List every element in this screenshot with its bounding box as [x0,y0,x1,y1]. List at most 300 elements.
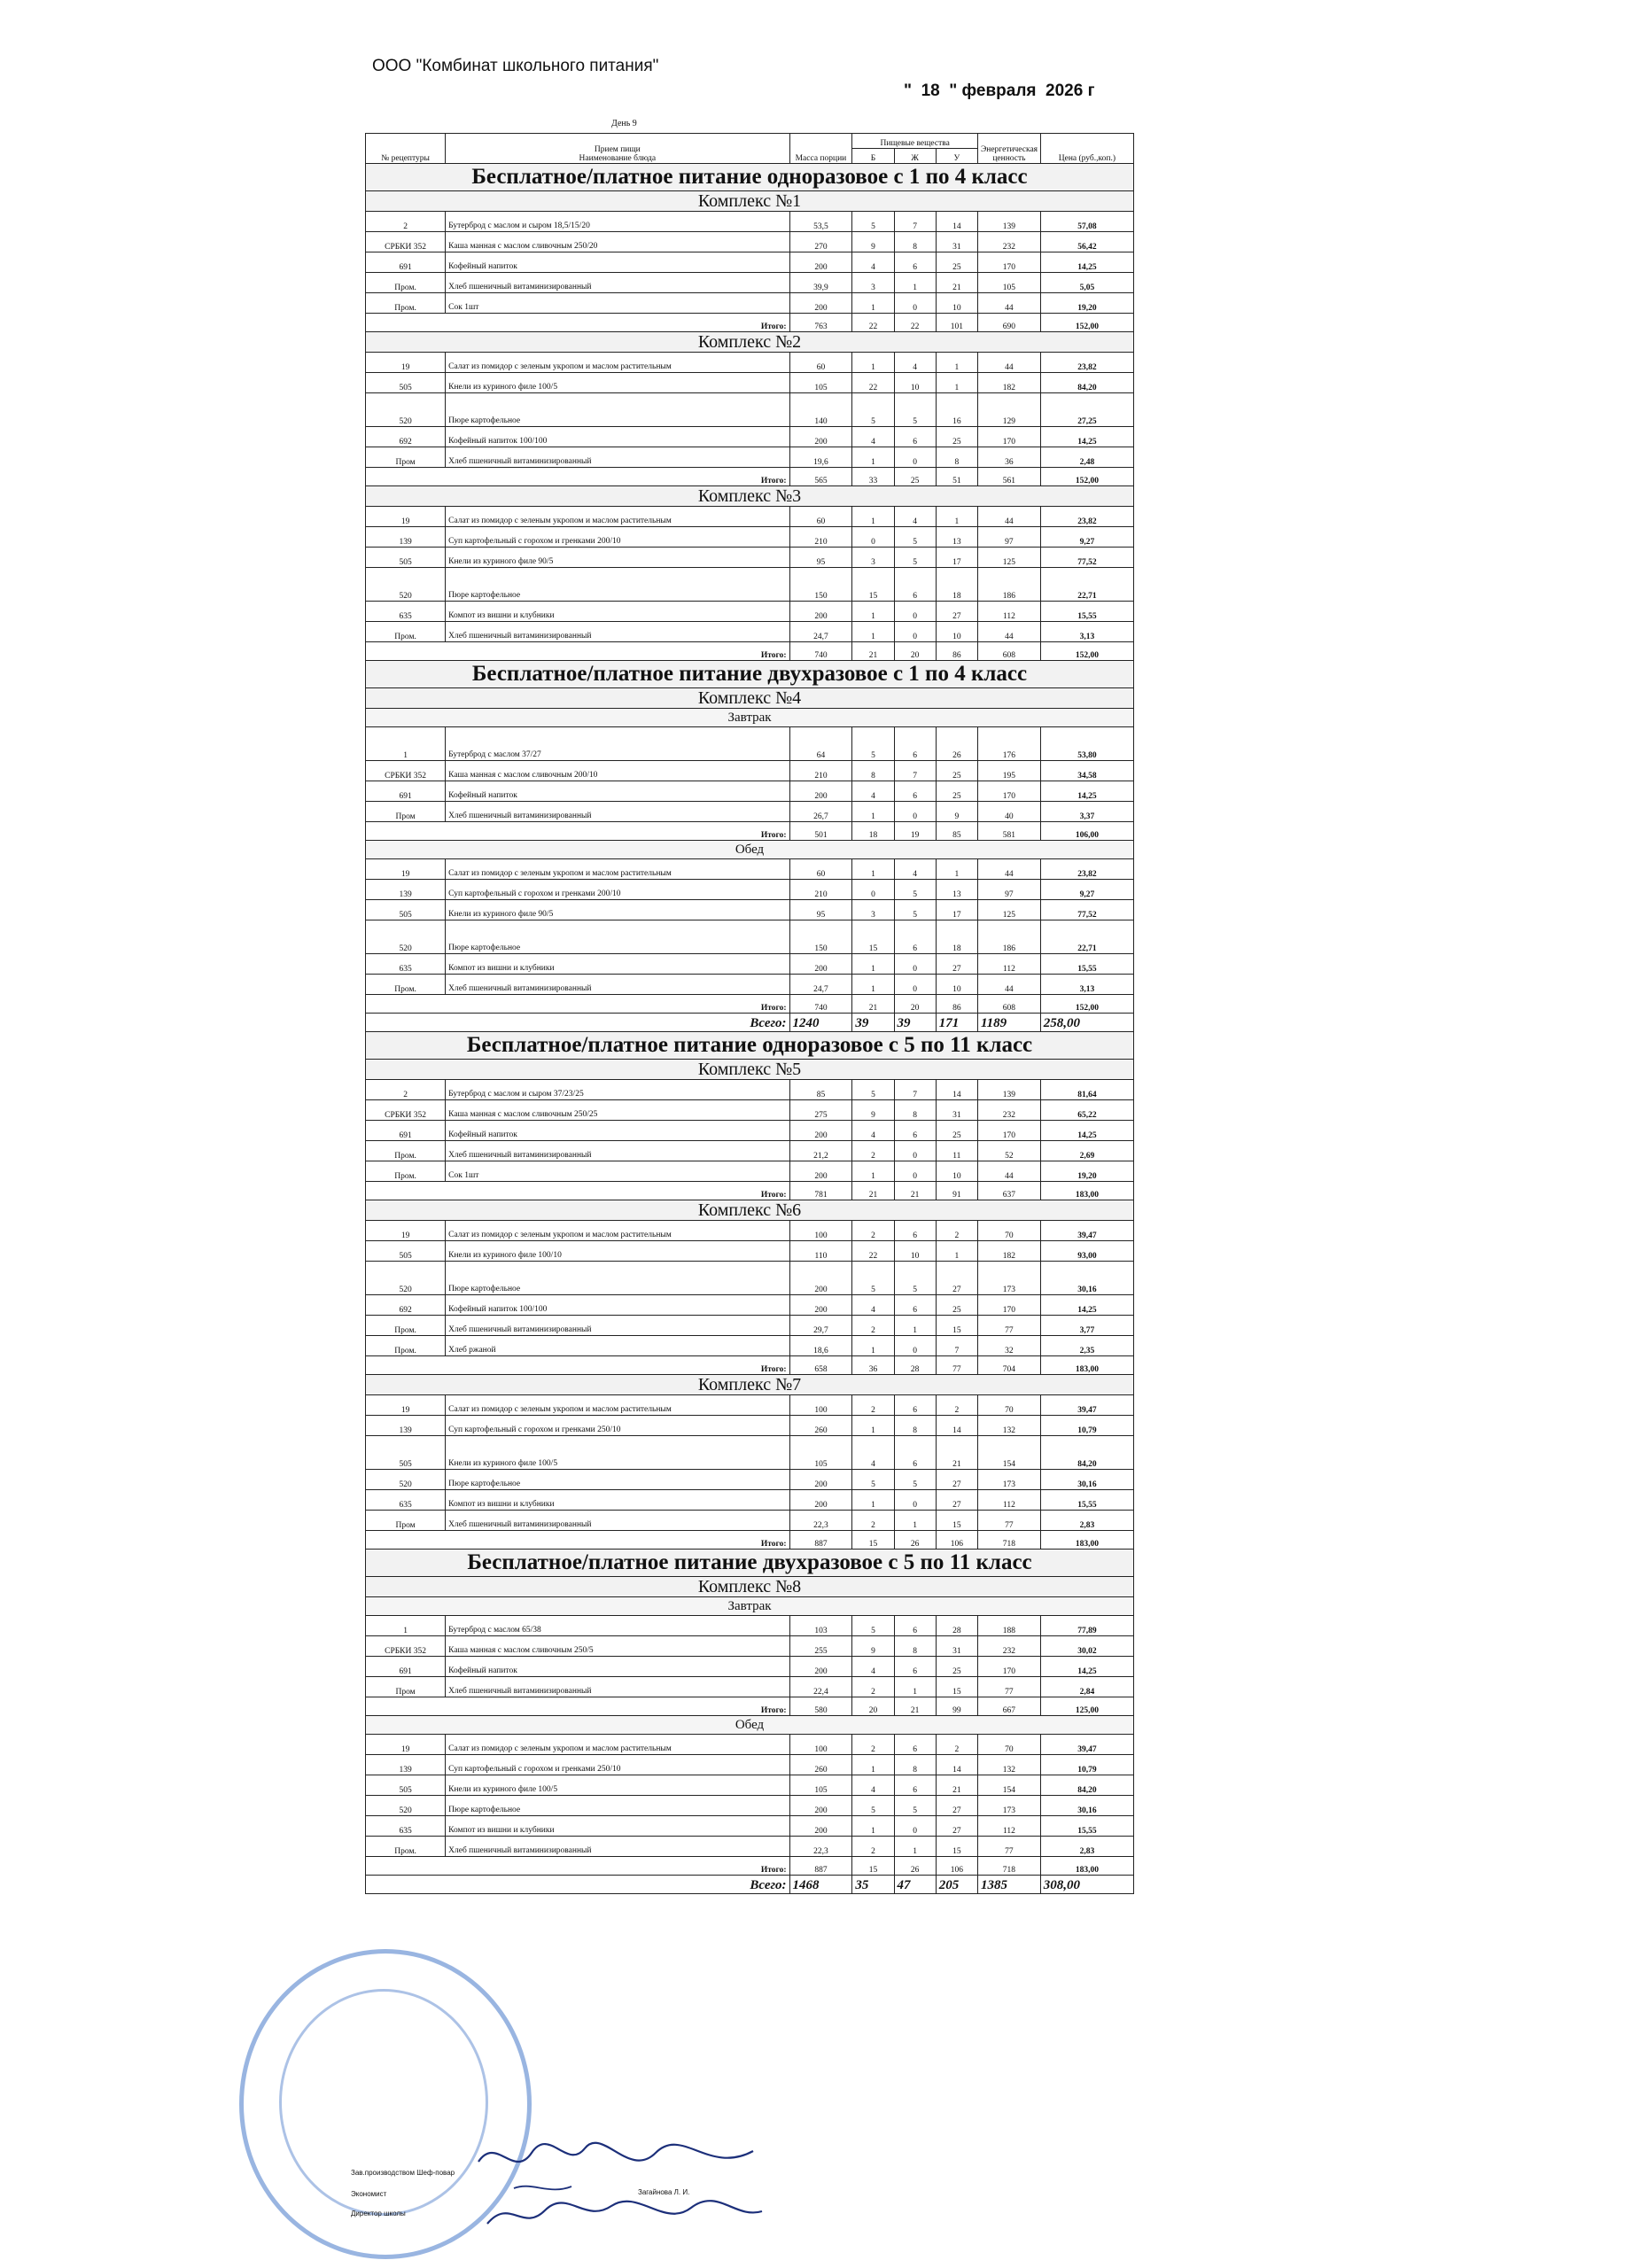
cell-protein: 1 [852,859,894,880]
total-mass: 781 [789,1182,852,1200]
table-row [366,859,1134,880]
cell-mass: 60 [789,507,852,527]
total-protein: 21 [852,995,894,1014]
cell-price: 77,52 [1040,548,1133,568]
cell-fat: 4 [894,353,936,373]
cell-carbs: 14 [936,1416,977,1436]
cell-protein: 1 [852,975,894,995]
cell-protein: 4 [852,1775,894,1796]
cell-mass: 200 [789,1470,852,1490]
cell-protein: 9 [852,1636,894,1657]
cell-energy: 70 [977,1735,1040,1755]
table-row [366,602,1134,622]
cell-price: 19,20 [1040,293,1133,314]
cell-price: 81,64 [1040,1080,1133,1100]
cell-energy: 40 [977,802,1040,822]
dish-name: Кофейный напиток 100/100 [446,427,789,447]
cell-fat: 6 [894,727,936,761]
recipe-code: Пром [366,1677,446,1697]
cell-carbs: 14 [936,212,977,232]
cell-mass: 105 [789,373,852,393]
cell-mass: 21,2 [789,1141,852,1161]
cell-carbs: 15 [936,1316,977,1336]
total-protein: 20 [852,1697,894,1716]
table-row [366,1837,1134,1857]
recipe-code: 635 [366,602,446,622]
dish-name: Компот из вишни и клубники [446,602,789,622]
recipe-code: Пром [366,1511,446,1531]
cell-fat: 6 [894,1735,936,1755]
cell-price: 77,89 [1040,1616,1133,1636]
recipe-code: 520 [366,393,446,427]
cell-carbs: 15 [936,1837,977,1857]
section-title [366,164,1134,191]
recipe-code: Пром. [366,1161,446,1182]
total-protein: 21 [852,1182,894,1200]
organization-name: ООО "Комбинат школьного питания" [372,57,659,75]
total-carbs: 77 [936,1356,977,1375]
section-title [366,1550,1134,1577]
cell-energy: 77 [977,1677,1040,1697]
cell-carbs: 1 [936,859,977,880]
cell-carbs: 14 [936,1080,977,1100]
cell-fat: 6 [894,252,936,273]
cell-price: 2,84 [1040,1677,1133,1697]
cell-mass: 85 [789,1080,852,1100]
cell-price: 2,48 [1040,447,1133,468]
total-label: Итого: [366,822,790,841]
complex-name: Комплекс №3 [366,486,1134,507]
cell-price: 19,20 [1040,1161,1133,1182]
handwritten-signatures [461,2126,797,2241]
cell-energy: 44 [977,975,1040,995]
grand-mass: 1468 [789,1876,852,1894]
dish-name: Кнели из куриного филе 100/5 [446,1775,789,1796]
table-row [366,1161,1134,1182]
recipe-code: 635 [366,1816,446,1837]
meal-label: Обед [366,841,1134,859]
dish-name: Бутерброд с маслом 37/27 [446,727,789,761]
table-row [366,1755,1134,1775]
table-row [366,900,1134,920]
cell-protein: 1 [852,1490,894,1511]
cell-price: 3,13 [1040,975,1133,995]
cell-mass: 53,5 [789,212,852,232]
total-fat: 28 [894,1356,936,1375]
cell-carbs: 10 [936,622,977,642]
cell-price: 30,02 [1040,1636,1133,1657]
cell-protein: 2 [852,1677,894,1697]
dish-name: Компот из вишни и клубники [446,1490,789,1511]
meal-label-row [366,709,1134,727]
cell-energy: 77 [977,1511,1040,1531]
total-energy: 704 [977,1356,1040,1375]
recipe-code: 635 [366,1490,446,1511]
cell-mass: 275 [789,1100,852,1121]
dish-name: Салат из помидор с зеленым укропом и маслом растительным [446,859,789,880]
total-energy: 561 [977,468,1040,486]
total-fat: 21 [894,1697,936,1716]
recipe-code: 19 [366,1735,446,1755]
cell-carbs: 31 [936,1636,977,1657]
table-row [366,920,1134,954]
header-row [366,134,1134,149]
complex-name: Комплекс №2 [366,332,1134,353]
cell-price: 15,55 [1040,602,1133,622]
total-energy: 581 [977,822,1040,841]
header-carbs: У [936,149,977,164]
cell-fat: 8 [894,1416,936,1436]
cell-price: 3,37 [1040,802,1133,822]
cell-energy: 170 [977,1295,1040,1316]
total-label: Итого: [366,1182,790,1200]
cell-mass: 22,3 [789,1511,852,1531]
cell-mass: 200 [789,1816,852,1837]
cell-mass: 200 [789,781,852,802]
cell-price: 2,83 [1040,1511,1133,1531]
cell-carbs: 21 [936,1775,977,1796]
cell-fat: 0 [894,293,936,314]
table-row [366,1796,1134,1816]
cell-protein: 4 [852,1295,894,1316]
cell-price: 65,22 [1040,1100,1133,1121]
total-row [366,468,1134,486]
signature-director: Директор школы [351,2210,406,2218]
total-label: Итого: [366,1531,790,1550]
cell-protein: 1 [852,802,894,822]
cell-energy: 105 [977,273,1040,293]
cell-fat: 6 [894,1221,936,1241]
recipe-code: 19 [366,353,446,373]
total-protein: 22 [852,314,894,332]
dish-name: Каша манная с маслом сливочным 250/25 [446,1100,789,1121]
cell-price: 84,20 [1040,1775,1133,1796]
table-row [366,1677,1134,1697]
recipe-code: 19 [366,859,446,880]
table-row [366,252,1134,273]
cell-price: 15,55 [1040,1816,1133,1837]
cell-carbs: 10 [936,293,977,314]
cell-energy: 154 [977,1436,1040,1470]
cell-carbs: 10 [936,975,977,995]
total-mass: 580 [789,1697,852,1716]
cell-mass: 39,9 [789,273,852,293]
table-row [366,1395,1134,1416]
total-price: 183,00 [1040,1857,1133,1876]
recipe-code: 2 [366,212,446,232]
cell-energy: 173 [977,1262,1040,1295]
cell-energy: 70 [977,1221,1040,1241]
total-price: 152,00 [1040,468,1133,486]
cell-energy: 176 [977,727,1040,761]
total-protein: 36 [852,1356,894,1375]
cell-fat: 7 [894,212,936,232]
cell-price: 30,16 [1040,1470,1133,1490]
dish-name: Пюре картофельное [446,393,789,427]
grand-energy: 1189 [977,1014,1040,1032]
cell-price: 14,25 [1040,252,1133,273]
cell-energy: 132 [977,1755,1040,1775]
recipe-code: Пром. [366,975,446,995]
header-nutrients: Пищевые вещества [852,134,978,149]
cell-fat: 5 [894,393,936,427]
menu-table-body [366,134,1134,1894]
dish-name: Сок 1шт [446,293,789,314]
cell-price: 22,71 [1040,920,1133,954]
total-fat: 25 [894,468,936,486]
dish-name: Пюре картофельное [446,920,789,954]
table-row [366,527,1134,548]
header-price: Цена (руб.,коп.) [1040,134,1133,164]
cell-mass: 103 [789,1616,852,1636]
cell-carbs: 2 [936,1735,977,1755]
table-row [366,1141,1134,1161]
cell-mass: 210 [789,527,852,548]
cell-fat: 5 [894,548,936,568]
cell-protein: 4 [852,252,894,273]
recipe-code: Пром. [366,1336,446,1356]
recipe-code: СРБКИ 352 [366,1100,446,1121]
section-title [366,661,1134,688]
cell-protein: 2 [852,1316,894,1336]
section-title-text: Бесплатное/платное питание одноразовое с 5 по 11 класс [366,1032,1134,1060]
table-row [366,1416,1134,1436]
total-energy: 637 [977,1182,1040,1200]
recipe-code: 139 [366,527,446,548]
cell-mass: 95 [789,548,852,568]
cell-price: 2,69 [1040,1141,1133,1161]
cell-fat: 6 [894,1436,936,1470]
complex-title [366,1577,1134,1597]
grand-total-label: Всего: [366,1014,790,1032]
recipe-code: СРБКИ 352 [366,232,446,252]
table-row [366,727,1134,761]
cell-price: 15,55 [1040,1490,1133,1511]
recipe-code: 19 [366,1221,446,1241]
cell-fat: 0 [894,602,936,622]
dish-name: Суп картофельный с горохом и гренками 200/10 [446,880,789,900]
cell-carbs: 18 [936,920,977,954]
cell-carbs: 27 [936,1816,977,1837]
complex-title [366,191,1134,212]
dish-name: Хлеб пшеничный витаминизированный [446,622,789,642]
cell-price: 14,25 [1040,1121,1133,1141]
cell-energy: 132 [977,1416,1040,1436]
cell-energy: 77 [977,1837,1040,1857]
complex-name: Комплекс №5 [366,1060,1134,1080]
table-row [366,1262,1134,1295]
table-row [366,1100,1134,1121]
cell-protein: 1 [852,1416,894,1436]
cell-fat: 4 [894,507,936,527]
cell-fat: 0 [894,1816,936,1837]
cell-energy: 139 [977,212,1040,232]
table-row [366,802,1134,822]
cell-energy: 44 [977,293,1040,314]
cell-protein: 22 [852,373,894,393]
recipe-code: 520 [366,568,446,602]
total-carbs: 99 [936,1697,977,1716]
cell-energy: 77 [977,1316,1040,1336]
cell-fat: 8 [894,1636,936,1657]
cell-protein: 1 [852,954,894,975]
recipe-code: Пром. [366,293,446,314]
total-row [366,1356,1134,1375]
cell-energy: 36 [977,447,1040,468]
cell-protein: 5 [852,1470,894,1490]
meal-label: Обед [366,1716,1134,1735]
recipe-code: Пром. [366,1141,446,1161]
cell-protein: 5 [852,727,894,761]
recipe-code: 691 [366,252,446,273]
dish-name: Салат из помидор с зеленым укропом и маслом растительным [446,1221,789,1241]
cell-carbs: 9 [936,802,977,822]
cell-mass: 140 [789,393,852,427]
dish-name: Бутерброд с маслом и сыром 18,5/15/20 [446,212,789,232]
cell-mass: 200 [789,1161,852,1182]
cell-price: 39,47 [1040,1735,1133,1755]
dish-name: Бутерброд с маслом и сыром 37/23/25 [446,1080,789,1100]
complex-name: Комплекс №4 [366,688,1134,709]
production-signature-stroke [478,2143,753,2162]
cell-mass: 95 [789,900,852,920]
dish-name: Хлеб пшеничный витаминизированный [446,273,789,293]
menu-table [365,133,1134,1894]
cell-carbs: 27 [936,954,977,975]
table-row [366,427,1134,447]
cell-fat: 0 [894,954,936,975]
cell-carbs: 2 [936,1395,977,1416]
total-row [366,642,1134,661]
recipe-code: Пром [366,447,446,468]
cell-energy: 129 [977,393,1040,427]
cell-protein: 4 [852,781,894,802]
recipe-code: 19 [366,1395,446,1416]
cell-carbs: 1 [936,507,977,527]
total-carbs: 91 [936,1182,977,1200]
recipe-code: СРБКИ 352 [366,761,446,781]
cell-protein: 1 [852,293,894,314]
header-energy: Энергетическая ценность [977,134,1040,164]
cell-energy: 232 [977,232,1040,252]
cell-energy: 170 [977,1657,1040,1677]
cell-protein: 1 [852,1161,894,1182]
cell-protein: 2 [852,1221,894,1241]
cell-protein: 15 [852,920,894,954]
complex-name: Комплекс №1 [366,191,1134,212]
total-label: Итого: [366,642,790,661]
cell-price: 34,58 [1040,761,1133,781]
total-protein: 21 [852,642,894,661]
total-carbs: 51 [936,468,977,486]
total-protein: 33 [852,468,894,486]
cell-energy: 44 [977,1161,1040,1182]
recipe-code: 505 [366,1241,446,1262]
dish-name: Пюре картофельное [446,568,789,602]
cell-price: 39,47 [1040,1221,1133,1241]
cell-fat: 6 [894,920,936,954]
dish-name: Салат из помидор с зеленым укропом и маслом растительным [446,1395,789,1416]
cell-carbs: 27 [936,1470,977,1490]
dish-name: Кофейный напиток [446,252,789,273]
total-carbs: 101 [936,314,977,332]
header-fat: Ж [894,149,936,164]
table-row [366,212,1134,232]
cell-protein: 2 [852,1735,894,1755]
dish-name: Суп картофельный с горохом и гренками 250/10 [446,1755,789,1775]
cell-energy: 154 [977,1775,1040,1796]
cell-protein: 1 [852,1336,894,1356]
section-title-text: Бесплатное/платное питание двухразовое с 1 по 4 класс [366,661,1134,688]
dish-name: Хлеб пшеничный витаминизированный [446,1316,789,1336]
cell-mass: 64 [789,727,852,761]
cell-energy: 170 [977,781,1040,802]
complex-name: Комплекс №6 [366,1200,1134,1221]
table-row [366,393,1134,427]
cell-carbs: 25 [936,1295,977,1316]
cell-price: 14,25 [1040,427,1133,447]
table-row [366,1241,1134,1262]
cell-mass: 200 [789,1796,852,1816]
total-fat: 21 [894,1182,936,1200]
cell-energy: 173 [977,1470,1040,1490]
dish-name: Бутерброд с маслом 65/38 [446,1616,789,1636]
cell-fat: 5 [894,900,936,920]
grand-energy: 1385 [977,1876,1040,1894]
dish-name: Хлеб пшеничный витаминизированный [446,975,789,995]
table-row [366,954,1134,975]
cell-protein: 1 [852,447,894,468]
total-mass: 887 [789,1531,852,1550]
cell-mass: 210 [789,880,852,900]
dish-name: Салат из помидор с зеленым укропом и маслом растительным [446,353,789,373]
cell-mass: 200 [789,1121,852,1141]
cell-fat: 0 [894,1490,936,1511]
total-energy: 718 [977,1531,1040,1550]
grand-price: 258,00 [1040,1014,1133,1032]
cell-price: 22,71 [1040,568,1133,602]
total-label: Итого: [366,468,790,486]
cell-fat: 1 [894,1837,936,1857]
table-row [366,447,1134,468]
table-row [366,1511,1134,1531]
dish-name: Каша манная с маслом сливочным 200/10 [446,761,789,781]
complex-title [366,1200,1134,1221]
cell-protein: 5 [852,1796,894,1816]
table-row [366,1336,1134,1356]
total-fat: 20 [894,642,936,661]
cell-price: 2,83 [1040,1837,1133,1857]
total-label: Итого: [366,1857,790,1876]
cell-protein: 5 [852,393,894,427]
meal-label: Завтрак [366,1597,1134,1616]
school-seal-inner-ring [279,1989,488,2216]
total-mass: 740 [789,995,852,1014]
cell-fat: 6 [894,427,936,447]
cell-price: 10,79 [1040,1755,1133,1775]
total-fat: 26 [894,1857,936,1876]
cell-energy: 186 [977,920,1040,954]
cell-fat: 6 [894,1295,936,1316]
cell-fat: 6 [894,781,936,802]
dish-name: Салат из помидор с зеленым укропом и маслом растительным [446,507,789,527]
recipe-code: 520 [366,920,446,954]
cell-protein: 5 [852,212,894,232]
cell-protein: 9 [852,1100,894,1121]
total-carbs: 106 [936,1531,977,1550]
cell-energy: 112 [977,1816,1040,1837]
table-row [366,273,1134,293]
